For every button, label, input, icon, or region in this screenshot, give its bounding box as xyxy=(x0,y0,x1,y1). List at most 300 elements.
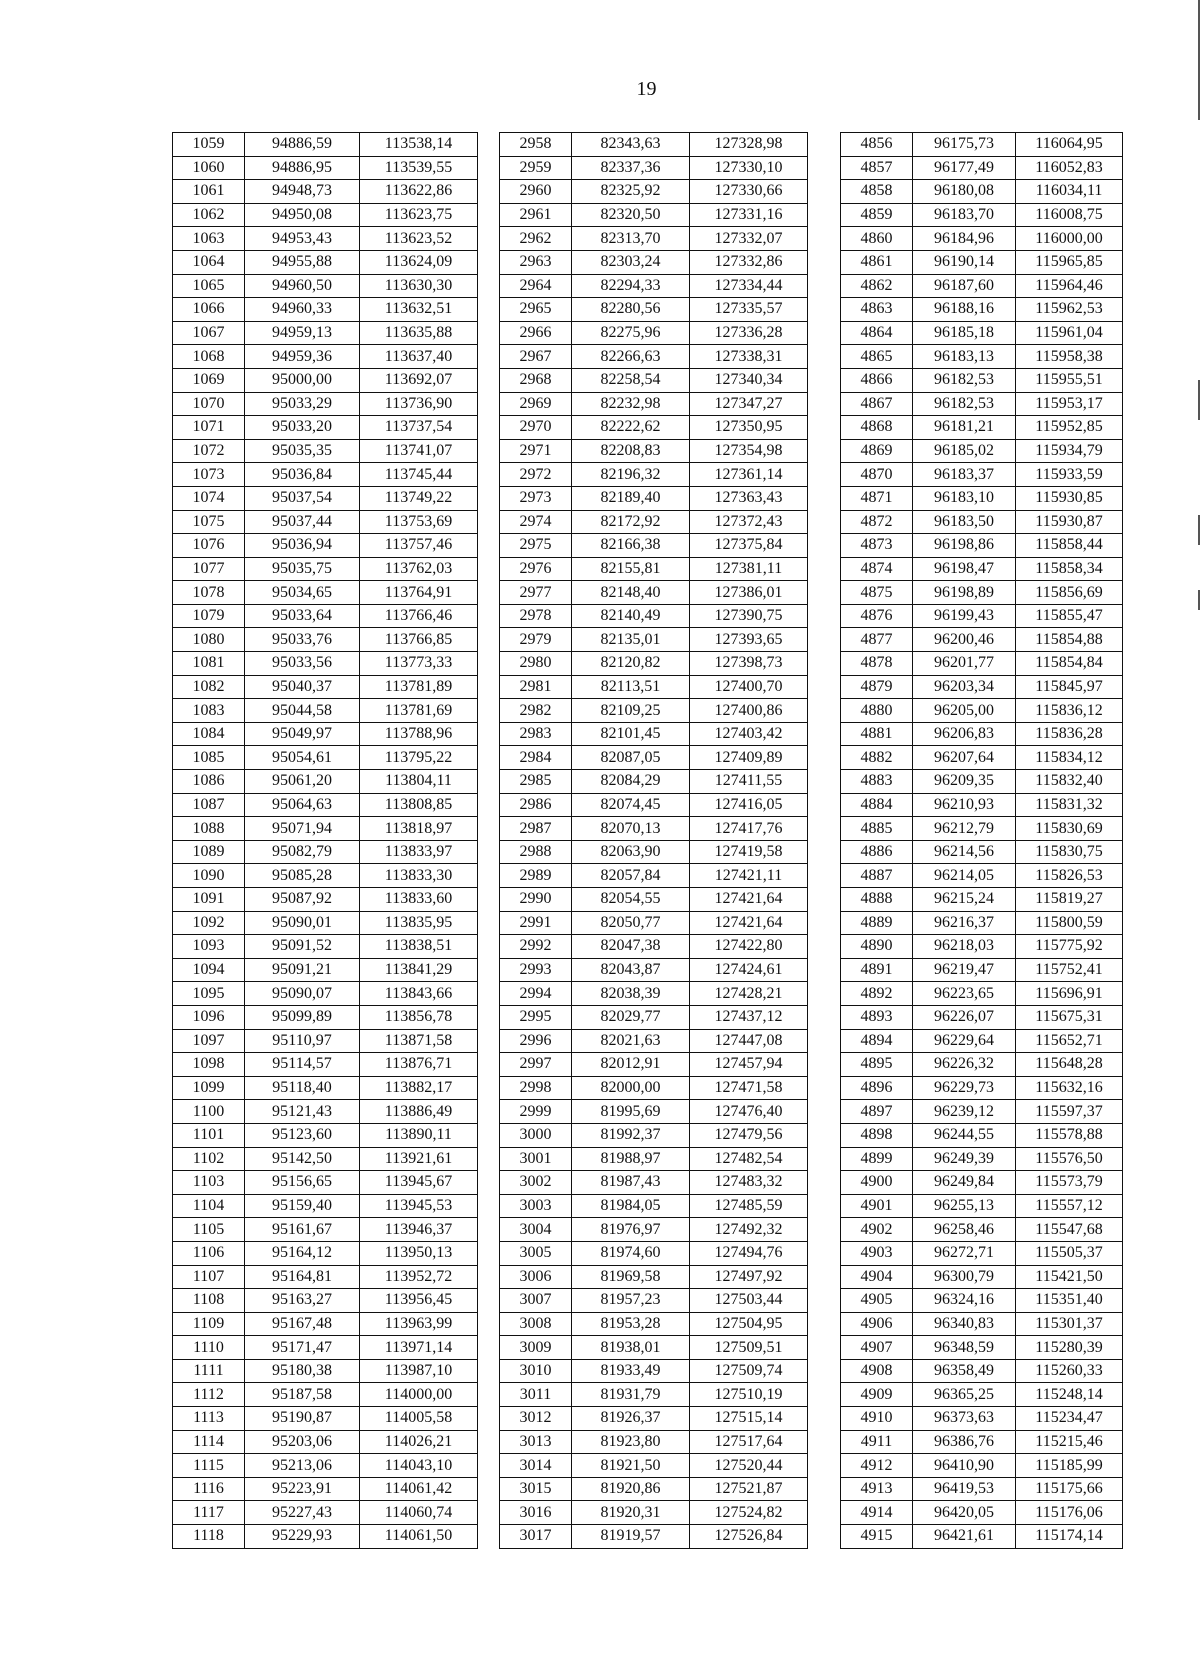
point-number-cell: 1072 xyxy=(173,439,245,463)
y-coordinate-cell: 115854,84 xyxy=(1016,652,1123,676)
x-coordinate-cell: 82021,63 xyxy=(572,1029,690,1053)
table-row xyxy=(173,392,1123,416)
x-coordinate-cell: 82337,36 xyxy=(572,156,690,180)
x-coordinate-cell: 82208,83 xyxy=(572,439,690,463)
column-gap xyxy=(808,1359,841,1383)
point-number-cell: 2992 xyxy=(500,935,572,959)
point-number-cell: 1083 xyxy=(173,699,245,723)
point-number-cell: 4882 xyxy=(841,746,913,770)
point-number-cell: 4912 xyxy=(841,1454,913,1478)
y-coordinate-cell: 115176,06 xyxy=(1016,1501,1123,1525)
x-coordinate-cell: 95159,40 xyxy=(245,1194,360,1218)
x-coordinate-cell: 96226,32 xyxy=(913,1053,1016,1077)
y-coordinate-cell: 113781,89 xyxy=(360,675,478,699)
y-coordinate-cell: 115830,75 xyxy=(1016,840,1123,864)
x-coordinate-cell: 82294,33 xyxy=(572,274,690,298)
column-gap xyxy=(808,274,841,298)
table-row xyxy=(173,510,1123,534)
y-coordinate-cell: 115547,68 xyxy=(1016,1218,1123,1242)
point-number-cell: 3007 xyxy=(500,1289,572,1313)
point-number-cell: 1077 xyxy=(173,557,245,581)
column-gap xyxy=(808,699,841,723)
y-coordinate-cell: 127375,84 xyxy=(690,534,808,558)
column-gap xyxy=(478,486,500,510)
y-coordinate-cell: 115855,47 xyxy=(1016,604,1123,628)
y-coordinate-cell: 113623,75 xyxy=(360,203,478,227)
table-row xyxy=(173,982,1123,1006)
y-coordinate-cell: 113795,22 xyxy=(360,746,478,770)
point-number-cell: 4895 xyxy=(841,1053,913,1077)
x-coordinate-cell: 96272,71 xyxy=(913,1241,1016,1265)
y-coordinate-cell: 127332,07 xyxy=(690,227,808,251)
point-number-cell: 4899 xyxy=(841,1147,913,1171)
x-coordinate-cell: 95036,84 xyxy=(245,463,360,487)
x-coordinate-cell: 96249,84 xyxy=(913,1171,1016,1195)
point-number-cell: 1108 xyxy=(173,1289,245,1313)
point-number-cell: 2983 xyxy=(500,722,572,746)
x-coordinate-cell: 96203,34 xyxy=(913,675,1016,699)
point-number-cell: 1064 xyxy=(173,250,245,274)
y-coordinate-cell: 113624,09 xyxy=(360,250,478,274)
point-number-cell: 1070 xyxy=(173,392,245,416)
x-coordinate-cell: 96419,53 xyxy=(913,1477,1016,1501)
table-row xyxy=(173,180,1123,204)
point-number-cell: 2960 xyxy=(500,180,572,204)
x-coordinate-cell: 82113,51 xyxy=(572,675,690,699)
point-number-cell: 4884 xyxy=(841,793,913,817)
point-number-cell: 3000 xyxy=(500,1123,572,1147)
column-gap xyxy=(478,770,500,794)
x-coordinate-cell: 82120,82 xyxy=(572,652,690,676)
y-coordinate-cell: 115175,66 xyxy=(1016,1477,1123,1501)
column-gap xyxy=(478,416,500,440)
point-number-cell: 2995 xyxy=(500,1005,572,1029)
y-coordinate-cell: 113757,46 xyxy=(360,534,478,558)
y-coordinate-cell: 115421,50 xyxy=(1016,1265,1123,1289)
point-number-cell: 2973 xyxy=(500,486,572,510)
column-gap xyxy=(808,1525,841,1549)
table-row xyxy=(173,1265,1123,1289)
column-gap xyxy=(478,1053,500,1077)
column-gap xyxy=(808,250,841,274)
x-coordinate-cell: 82166,38 xyxy=(572,534,690,558)
y-coordinate-cell: 115933,59 xyxy=(1016,463,1123,487)
point-number-cell: 1071 xyxy=(173,416,245,440)
point-number-cell: 1073 xyxy=(173,463,245,487)
y-coordinate-cell: 115832,40 xyxy=(1016,770,1123,794)
point-number-cell: 1102 xyxy=(173,1147,245,1171)
table-row xyxy=(173,1241,1123,1265)
y-coordinate-cell: 115648,28 xyxy=(1016,1053,1123,1077)
x-coordinate-cell: 94950,08 xyxy=(245,203,360,227)
point-number-cell: 3012 xyxy=(500,1407,572,1431)
column-gap xyxy=(478,699,500,723)
x-coordinate-cell: 96199,43 xyxy=(913,604,1016,628)
point-number-cell: 1094 xyxy=(173,958,245,982)
point-number-cell: 1117 xyxy=(173,1501,245,1525)
y-coordinate-cell: 113692,07 xyxy=(360,368,478,392)
y-coordinate-cell: 113781,69 xyxy=(360,699,478,723)
y-coordinate-cell: 115174,14 xyxy=(1016,1525,1123,1549)
y-coordinate-cell: 113635,88 xyxy=(360,321,478,345)
y-coordinate-cell: 127417,76 xyxy=(690,817,808,841)
y-coordinate-cell: 115834,12 xyxy=(1016,746,1123,770)
point-number-cell: 3006 xyxy=(500,1265,572,1289)
column-gap xyxy=(808,746,841,770)
x-coordinate-cell: 82074,45 xyxy=(572,793,690,817)
point-number-cell: 2962 xyxy=(500,227,572,251)
table-row xyxy=(173,1501,1123,1525)
column-gap xyxy=(808,1005,841,1029)
column-gap xyxy=(478,321,500,345)
y-coordinate-cell: 115652,71 xyxy=(1016,1029,1123,1053)
y-coordinate-cell: 115351,40 xyxy=(1016,1289,1123,1313)
point-number-cell: 4883 xyxy=(841,770,913,794)
x-coordinate-cell: 96365,25 xyxy=(913,1383,1016,1407)
point-number-cell: 2993 xyxy=(500,958,572,982)
table-row xyxy=(173,133,1123,157)
point-number-cell: 4861 xyxy=(841,250,913,274)
point-number-cell: 3015 xyxy=(500,1477,572,1501)
point-number-cell: 1069 xyxy=(173,368,245,392)
point-number-cell: 2958 xyxy=(500,133,572,157)
x-coordinate-cell: 96181,21 xyxy=(913,416,1016,440)
point-number-cell: 4874 xyxy=(841,557,913,581)
table-row xyxy=(173,840,1123,864)
y-coordinate-cell: 115185,99 xyxy=(1016,1454,1123,1478)
point-number-cell: 3005 xyxy=(500,1241,572,1265)
x-coordinate-cell: 95049,97 xyxy=(245,722,360,746)
y-coordinate-cell: 113945,67 xyxy=(360,1171,478,1195)
x-coordinate-cell: 82029,77 xyxy=(572,1005,690,1029)
x-coordinate-cell: 96183,13 xyxy=(913,345,1016,369)
y-coordinate-cell: 115675,31 xyxy=(1016,1005,1123,1029)
x-coordinate-cell: 95161,67 xyxy=(245,1218,360,1242)
y-coordinate-cell: 127424,61 xyxy=(690,958,808,982)
x-coordinate-cell: 82325,92 xyxy=(572,180,690,204)
column-gap xyxy=(478,1171,500,1195)
point-number-cell: 1112 xyxy=(173,1383,245,1407)
point-number-cell: 4893 xyxy=(841,1005,913,1029)
table-row xyxy=(173,345,1123,369)
x-coordinate-cell: 95121,43 xyxy=(245,1100,360,1124)
y-coordinate-cell: 113843,66 xyxy=(360,982,478,1006)
point-number-cell: 2980 xyxy=(500,652,572,676)
table-row xyxy=(173,1100,1123,1124)
x-coordinate-cell: 81919,57 xyxy=(572,1525,690,1549)
column-gap xyxy=(478,1383,500,1407)
x-coordinate-cell: 94959,36 xyxy=(245,345,360,369)
point-number-cell: 4866 xyxy=(841,368,913,392)
point-number-cell: 1106 xyxy=(173,1241,245,1265)
column-gap xyxy=(478,250,500,274)
column-gap xyxy=(808,156,841,180)
point-number-cell: 2975 xyxy=(500,534,572,558)
y-coordinate-cell: 115964,46 xyxy=(1016,274,1123,298)
x-coordinate-cell: 95091,52 xyxy=(245,935,360,959)
column-gap xyxy=(478,1100,500,1124)
table-row xyxy=(173,864,1123,888)
point-number-cell: 2974 xyxy=(500,510,572,534)
y-coordinate-cell: 127437,12 xyxy=(690,1005,808,1029)
x-coordinate-cell: 82043,87 xyxy=(572,958,690,982)
point-number-cell: 1068 xyxy=(173,345,245,369)
point-number-cell: 1100 xyxy=(173,1100,245,1124)
column-gap xyxy=(808,392,841,416)
table-row xyxy=(173,675,1123,699)
table-row xyxy=(173,1053,1123,1077)
x-coordinate-cell: 82275,96 xyxy=(572,321,690,345)
y-coordinate-cell: 127372,43 xyxy=(690,510,808,534)
y-coordinate-cell: 115632,16 xyxy=(1016,1076,1123,1100)
point-number-cell: 2965 xyxy=(500,298,572,322)
column-gap xyxy=(478,203,500,227)
column-gap xyxy=(808,911,841,935)
y-coordinate-cell: 127482,54 xyxy=(690,1147,808,1171)
y-coordinate-cell: 127447,08 xyxy=(690,1029,808,1053)
point-number-cell: 4858 xyxy=(841,180,913,204)
y-coordinate-cell: 127457,94 xyxy=(690,1053,808,1077)
point-number-cell: 1060 xyxy=(173,156,245,180)
y-coordinate-cell: 127428,21 xyxy=(690,982,808,1006)
point-number-cell: 2982 xyxy=(500,699,572,723)
point-number-cell: 4898 xyxy=(841,1123,913,1147)
column-gap xyxy=(478,510,500,534)
column-gap xyxy=(478,888,500,912)
point-number-cell: 1063 xyxy=(173,227,245,251)
table-row xyxy=(173,770,1123,794)
y-coordinate-cell: 114026,21 xyxy=(360,1430,478,1454)
x-coordinate-cell: 95227,43 xyxy=(245,1501,360,1525)
point-number-cell: 1062 xyxy=(173,203,245,227)
x-coordinate-cell: 96184,96 xyxy=(913,227,1016,251)
table-row xyxy=(173,250,1123,274)
x-coordinate-cell: 96219,47 xyxy=(913,958,1016,982)
x-coordinate-cell: 94886,59 xyxy=(245,133,360,157)
x-coordinate-cell: 95035,35 xyxy=(245,439,360,463)
column-gap xyxy=(808,722,841,746)
y-coordinate-cell: 115845,97 xyxy=(1016,675,1123,699)
x-coordinate-cell: 96183,37 xyxy=(913,463,1016,487)
x-coordinate-cell: 96420,05 xyxy=(913,1501,1016,1525)
y-coordinate-cell: 115775,92 xyxy=(1016,935,1123,959)
x-coordinate-cell: 95091,21 xyxy=(245,958,360,982)
y-coordinate-cell: 113741,07 xyxy=(360,439,478,463)
point-number-cell: 1114 xyxy=(173,1430,245,1454)
column-gap xyxy=(808,652,841,676)
table-row xyxy=(173,534,1123,558)
point-number-cell: 1101 xyxy=(173,1123,245,1147)
x-coordinate-cell: 82087,05 xyxy=(572,746,690,770)
point-number-cell: 1066 xyxy=(173,298,245,322)
column-gap xyxy=(478,1265,500,1289)
point-number-cell: 2984 xyxy=(500,746,572,770)
y-coordinate-cell: 115800,59 xyxy=(1016,911,1123,935)
y-coordinate-cell: 127421,64 xyxy=(690,888,808,912)
point-number-cell: 2981 xyxy=(500,675,572,699)
table-row xyxy=(173,1005,1123,1029)
x-coordinate-cell: 81987,43 xyxy=(572,1171,690,1195)
x-coordinate-cell: 96229,64 xyxy=(913,1029,1016,1053)
column-gap xyxy=(808,793,841,817)
y-coordinate-cell: 113952,72 xyxy=(360,1265,478,1289)
column-gap xyxy=(808,1100,841,1124)
column-gap xyxy=(808,864,841,888)
y-coordinate-cell: 115934,79 xyxy=(1016,439,1123,463)
y-coordinate-cell: 113886,49 xyxy=(360,1100,478,1124)
table-row xyxy=(173,628,1123,652)
y-coordinate-cell: 115280,39 xyxy=(1016,1336,1123,1360)
column-gap xyxy=(478,1525,500,1549)
y-coordinate-cell: 116052,83 xyxy=(1016,156,1123,180)
column-gap xyxy=(478,746,500,770)
y-coordinate-cell: 116008,75 xyxy=(1016,203,1123,227)
point-number-cell: 2977 xyxy=(500,581,572,605)
point-number-cell: 4907 xyxy=(841,1336,913,1360)
point-number-cell: 4902 xyxy=(841,1218,913,1242)
point-number-cell: 1090 xyxy=(173,864,245,888)
y-coordinate-cell: 127476,40 xyxy=(690,1100,808,1124)
x-coordinate-cell: 82232,98 xyxy=(572,392,690,416)
point-number-cell: 4869 xyxy=(841,439,913,463)
x-coordinate-cell: 95085,28 xyxy=(245,864,360,888)
point-number-cell: 4880 xyxy=(841,699,913,723)
column-gap xyxy=(808,1407,841,1431)
column-gap xyxy=(478,298,500,322)
y-coordinate-cell: 113637,40 xyxy=(360,345,478,369)
column-gap xyxy=(808,581,841,605)
column-gap xyxy=(808,1336,841,1360)
y-coordinate-cell: 127510,19 xyxy=(690,1383,808,1407)
point-number-cell: 1118 xyxy=(173,1525,245,1549)
table-row xyxy=(173,1289,1123,1313)
point-number-cell: 4881 xyxy=(841,722,913,746)
y-coordinate-cell: 127347,27 xyxy=(690,392,808,416)
column-gap xyxy=(478,227,500,251)
table-row xyxy=(173,581,1123,605)
y-coordinate-cell: 115505,37 xyxy=(1016,1241,1123,1265)
y-coordinate-cell: 113833,60 xyxy=(360,888,478,912)
y-coordinate-cell: 127471,58 xyxy=(690,1076,808,1100)
column-gap xyxy=(478,133,500,157)
y-coordinate-cell: 114061,50 xyxy=(360,1525,478,1549)
x-coordinate-cell: 95142,50 xyxy=(245,1147,360,1171)
point-number-cell: 4915 xyxy=(841,1525,913,1549)
x-coordinate-cell: 81920,86 xyxy=(572,1477,690,1501)
y-coordinate-cell: 127517,64 xyxy=(690,1430,808,1454)
column-gap xyxy=(478,722,500,746)
table-row xyxy=(173,958,1123,982)
x-coordinate-cell: 95071,94 xyxy=(245,817,360,841)
x-coordinate-cell: 95164,81 xyxy=(245,1265,360,1289)
x-coordinate-cell: 95229,93 xyxy=(245,1525,360,1549)
column-gap xyxy=(478,534,500,558)
point-number-cell: 4894 xyxy=(841,1029,913,1053)
y-coordinate-cell: 113630,30 xyxy=(360,274,478,298)
point-number-cell: 2959 xyxy=(500,156,572,180)
y-coordinate-cell: 115858,34 xyxy=(1016,557,1123,581)
point-number-cell: 1074 xyxy=(173,486,245,510)
column-gap xyxy=(808,534,841,558)
column-gap xyxy=(808,368,841,392)
y-coordinate-cell: 115930,85 xyxy=(1016,486,1123,510)
table-row xyxy=(173,652,1123,676)
x-coordinate-cell: 95035,75 xyxy=(245,557,360,581)
x-coordinate-cell: 96198,86 xyxy=(913,534,1016,558)
x-coordinate-cell: 95033,64 xyxy=(245,604,360,628)
y-coordinate-cell: 115953,17 xyxy=(1016,392,1123,416)
y-coordinate-cell: 115858,44 xyxy=(1016,534,1123,558)
y-coordinate-cell: 127400,70 xyxy=(690,675,808,699)
point-number-cell: 1082 xyxy=(173,675,245,699)
column-gap xyxy=(478,1005,500,1029)
x-coordinate-cell: 82000,00 xyxy=(572,1076,690,1100)
point-number-cell: 1065 xyxy=(173,274,245,298)
y-coordinate-cell: 116000,00 xyxy=(1016,227,1123,251)
point-number-cell: 1113 xyxy=(173,1407,245,1431)
column-gap xyxy=(808,439,841,463)
x-coordinate-cell: 81974,60 xyxy=(572,1241,690,1265)
point-number-cell: 4873 xyxy=(841,534,913,558)
y-coordinate-cell: 113764,91 xyxy=(360,581,478,605)
y-coordinate-cell: 113766,85 xyxy=(360,628,478,652)
column-gap xyxy=(808,557,841,581)
y-coordinate-cell: 114061,42 xyxy=(360,1477,478,1501)
y-coordinate-cell: 127520,44 xyxy=(690,1454,808,1478)
point-number-cell: 4905 xyxy=(841,1289,913,1313)
x-coordinate-cell: 96206,83 xyxy=(913,722,1016,746)
point-number-cell: 4865 xyxy=(841,345,913,369)
point-number-cell: 2989 xyxy=(500,864,572,888)
y-coordinate-cell: 127361,14 xyxy=(690,463,808,487)
y-coordinate-cell: 127526,84 xyxy=(690,1525,808,1549)
x-coordinate-cell: 81984,05 xyxy=(572,1194,690,1218)
x-coordinate-cell: 96324,16 xyxy=(913,1289,1016,1313)
y-coordinate-cell: 115836,12 xyxy=(1016,699,1123,723)
column-gap xyxy=(808,1383,841,1407)
y-coordinate-cell: 115248,14 xyxy=(1016,1383,1123,1407)
table-row xyxy=(173,1147,1123,1171)
x-coordinate-cell: 95163,27 xyxy=(245,1289,360,1313)
column-gap xyxy=(808,770,841,794)
point-number-cell: 4876 xyxy=(841,604,913,628)
x-coordinate-cell: 96190,14 xyxy=(913,250,1016,274)
column-gap xyxy=(478,817,500,841)
table-row xyxy=(173,416,1123,440)
point-number-cell: 1098 xyxy=(173,1053,245,1077)
x-coordinate-cell: 96183,70 xyxy=(913,203,1016,227)
y-coordinate-cell: 113804,11 xyxy=(360,770,478,794)
point-number-cell: 1109 xyxy=(173,1312,245,1336)
column-gap xyxy=(478,345,500,369)
y-coordinate-cell: 113882,17 xyxy=(360,1076,478,1100)
column-gap xyxy=(478,1501,500,1525)
point-number-cell: 1080 xyxy=(173,628,245,652)
y-coordinate-cell: 127419,58 xyxy=(690,840,808,864)
x-coordinate-cell: 96212,79 xyxy=(913,817,1016,841)
y-coordinate-cell: 115856,69 xyxy=(1016,581,1123,605)
x-coordinate-cell: 95044,58 xyxy=(245,699,360,723)
point-number-cell: 3008 xyxy=(500,1312,572,1336)
table-row xyxy=(173,1383,1123,1407)
y-coordinate-cell: 127492,32 xyxy=(690,1218,808,1242)
y-coordinate-cell: 113623,52 xyxy=(360,227,478,251)
column-gap xyxy=(808,840,841,864)
point-number-cell: 3001 xyxy=(500,1147,572,1171)
x-coordinate-cell: 81931,79 xyxy=(572,1383,690,1407)
point-number-cell: 1059 xyxy=(173,133,245,157)
y-coordinate-cell: 115831,32 xyxy=(1016,793,1123,817)
